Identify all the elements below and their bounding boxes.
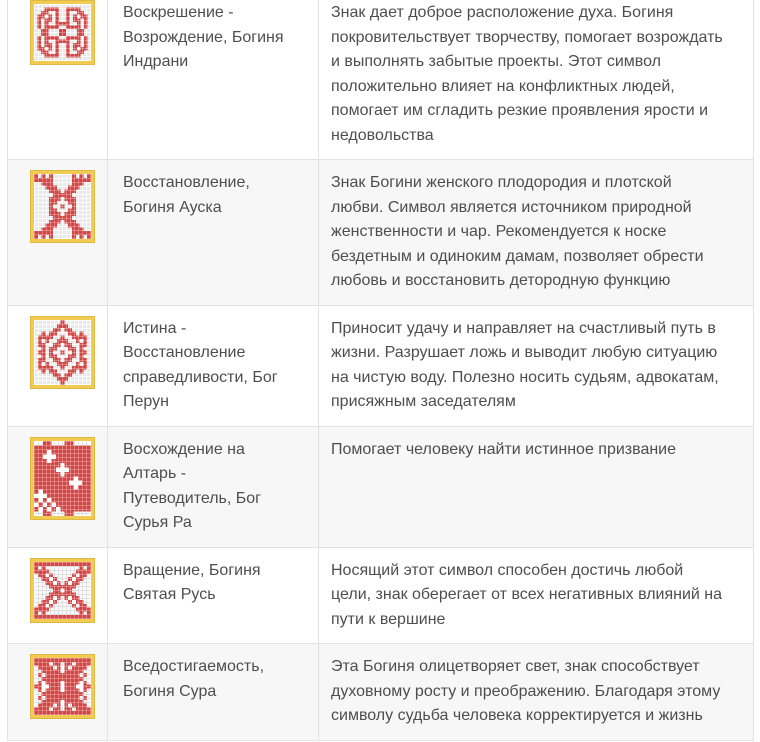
symbol-name-cell [108, 426, 319, 547]
symbol-description-text: Носящий этот символ способен достичь любой цели, знак оберегает от всех негативных влияний на пути к вершине [331, 561, 723, 628]
symbol-name-text: Воскрешение - Возрождение, Богиня Индрани [123, 4, 284, 70]
symbol-name-cell [108, 547, 319, 644]
symbol-name-cell [108, 305, 319, 426]
table-row [8, 426, 754, 547]
symbol-istina-icon [31, 317, 94, 388]
symbol-name-cell [108, 160, 319, 306]
symbol-name-text: Восхождение на Алтарь - Путеводитель, Бог Сурья Ра [123, 440, 261, 531]
symbol-description-text: Приносит удачу и направляет на счастливый путь в жизни. Разрушает ложь и выводит любую ситуацию на чистую воду. Полезно носить судьям, адвокатам, присяжным заседателям [331, 319, 719, 410]
symbol-description-cell [319, 644, 754, 741]
table-row [8, 547, 754, 644]
symbol-description-cell [319, 305, 754, 426]
symbol-description-cell [319, 547, 754, 644]
symbol-name-text: Восстановление, Богиня Ауска [123, 174, 250, 216]
symbol-name-text: Истина - Восстановление справедливости, Бог Перун [123, 319, 278, 410]
symbol-description-text: Эта Богиня олицетворяет свет, знак способствует духовному росту и преображению. Благодаря этому символу судьба человека корректируется и жизнь [331, 658, 721, 724]
symbol-vsedostigaemost-icon [31, 655, 94, 718]
symbol-name-text: Вседостигаемость, Богиня Сура [123, 658, 265, 700]
symbol-cell [8, 426, 108, 547]
symbol-voskhozhdenie-icon [31, 438, 94, 519]
symbol-vrashchenie-icon [31, 559, 94, 622]
symbol-voskreshenie-icon [31, 1, 94, 64]
symbol-name-cell [108, 0, 319, 160]
symbol-description-cell [319, 160, 754, 306]
table-row [8, 160, 754, 306]
symbol-cell [8, 547, 108, 644]
symbol-cell [8, 305, 108, 426]
symbol-cell [8, 0, 108, 160]
table-row [8, 0, 754, 160]
symbol-description-text: Знак дает доброе расположение духа. Богиня покровительствует творчеству, помогает возрождать и выполнять забытые проекты. Этот символ положительно влияет на конфликтных людей, помогает им сгладить резкие проявления ярости и недовольства [331, 4, 723, 144]
symbol-cell [8, 644, 108, 741]
symbol-description-cell [319, 0, 754, 160]
symbol-name-text: Вращение, Богиня Святая Русь [123, 561, 261, 603]
symbols-table [7, 0, 754, 741]
symbol-vosstanovlenie-icon [31, 171, 94, 242]
table-row [8, 305, 754, 426]
table-row [8, 644, 754, 741]
symbol-name-cell [108, 644, 319, 741]
symbol-description-text: Знак Богини женского плодородия и плотской любви. Символ является источником природной женственности и чар. Рекомендуется к носке бездетным и одиноким дамам, позволяет обрести любовь и восстановить детородную функцию [331, 174, 704, 289]
symbol-description-cell [319, 426, 754, 547]
symbols-table-container [7, 0, 753, 741]
symbols-table-body [8, 0, 754, 740]
symbol-description-text: Помогает человеку найти истинное призвание [331, 440, 677, 458]
symbol-cell [8, 160, 108, 306]
